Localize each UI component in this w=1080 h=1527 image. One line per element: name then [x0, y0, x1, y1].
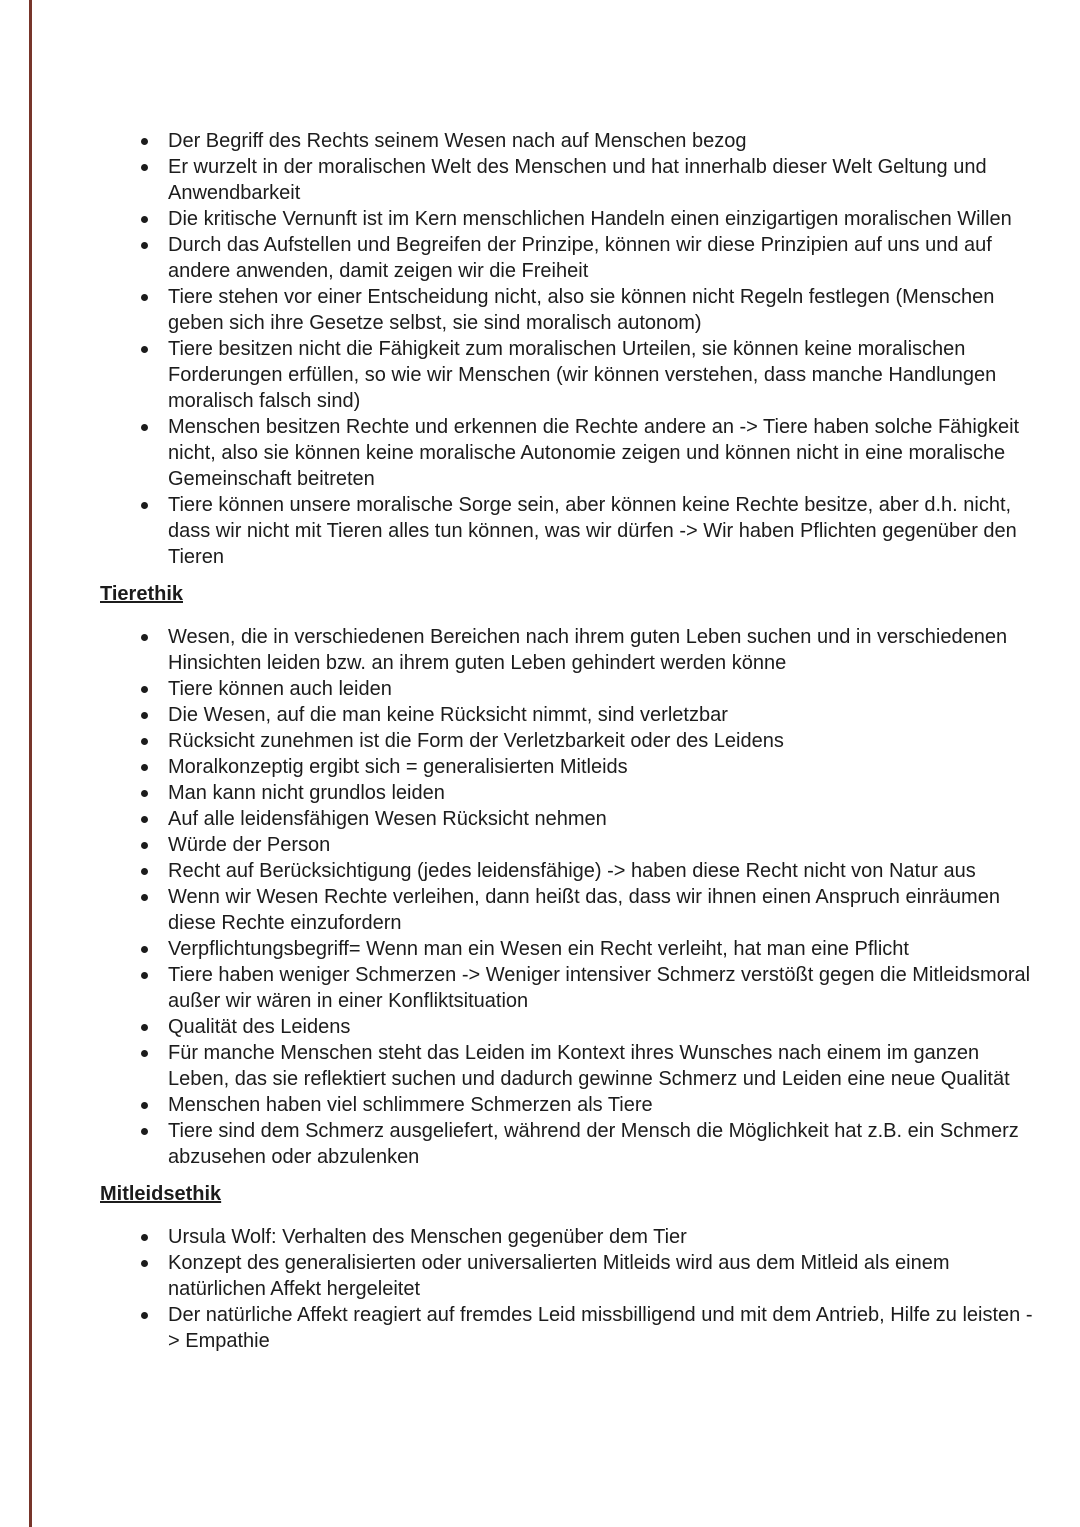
list-item: Konzept des generalisierten oder universalierten Mitleids wird aus dem Mitleid als einem natürlichen Affekt hergeleitet: [168, 1250, 1040, 1302]
list-item: Die Wesen, auf die man keine Rücksicht nimmt, sind verletzbar: [168, 702, 1040, 728]
list-item: Würde der Person: [168, 832, 1040, 858]
list-item: Recht auf Berücksichtigung (jedes leidensfähige) -> haben diese Recht nicht von Natur aus: [168, 858, 1040, 884]
list-item: Tiere stehen vor einer Entscheidung nicht, also sie können nicht Regeln festlegen (Menschen geben sich ihre Gesetze selbst, sie sind moralisch autonom): [168, 284, 1040, 336]
section-tierethik: [100, 582, 1040, 1170]
list-item: Tiere können unsere moralische Sorge sein, aber können keine Rechte besitze, aber d.h. nicht, dass wir nicht mit Tieren alles tun können, was wir dürfen -> Wir haben Pflichten gegenüber den Tieren: [168, 492, 1040, 570]
list-item: Er wurzelt in der moralischen Welt des Menschen und hat innerhalb dieser Welt Geltung und Anwendbarkeit: [168, 154, 1040, 206]
list-item: Man kann nicht grundlos leiden: [168, 780, 1040, 806]
section-rechte-des-menschen: [100, 128, 1040, 570]
list-item: Durch das Aufstellen und Begreifen der Prinzipe, können wir diese Prinzipien auf uns und auf andere anwenden, damit zeigen wir die Freiheit: [168, 232, 1040, 284]
list-item: Menschen haben viel schlimmere Schmerzen als Tiere: [168, 1092, 1040, 1118]
list-item: Wenn wir Wesen Rechte verleihen, dann heißt das, dass wir ihnen einen Anspruch einräumen diese Rechte einzufordern: [168, 884, 1040, 936]
section-mitleidsethik: [100, 1182, 1040, 1354]
section-heading-mitleidsethik: Mitleidsethik: [100, 1183, 222, 1205]
list-item: Auf alle leidensfähigen Wesen Rücksicht nehmen: [168, 806, 1040, 832]
list-item: Tiere haben weniger Schmerzen -> Weniger intensiver Schmerz verstößt gegen die Mitleidsmoral außer wir wären in einer Konfliktsituation: [168, 962, 1040, 1014]
list-item: Menschen besitzen Rechte und erkennen die Rechte andere an -> Tiere haben solche Fähigkeit nicht, also sie können keine moralische Autonomie zeigen und können nicht in eine moralische Gemeinschaft beitreten: [168, 414, 1040, 492]
bullet-list: [100, 624, 1040, 1170]
page-edge-line: [29, 0, 32, 1527]
list-item: Rücksicht zunehmen ist die Form der Verletzbarkeit oder des Leidens: [168, 728, 1040, 754]
bullet-list: [100, 1224, 1040, 1354]
list-item: Für manche Menschen steht das Leiden im Kontext ihres Wunsches nach einem im ganzen Leben, das sie reflektiert suchen und dadurch gewinne Schmerz und Leiden eine neue Qualität: [168, 1040, 1040, 1092]
list-item: Der natürliche Affekt reagiert auf fremdes Leid missbilligend und mit dem Antrieb, Hilfe zu leisten -> Empathie: [168, 1302, 1040, 1354]
section-heading-tierethik: Tierethik: [100, 583, 183, 605]
list-item: Moralkonzeptig ergibt sich = generalisierten Mitleids: [168, 754, 1040, 780]
list-item: Tiere sind dem Schmerz ausgeliefert, während der Mensch die Möglichkeit hat z.B. ein Schmerz abzusehen oder abzulenken: [168, 1118, 1040, 1170]
bullet-list: [100, 128, 1040, 570]
list-item: Qualität des Leidens: [168, 1014, 1040, 1040]
list-item: Tiere besitzen nicht die Fähigkeit zum moralischen Urteilen, sie können keine moralischen Forderungen erfüllen, so wie wir Menschen (wir können verstehen, dass manche Handlungen moralisch falsch sind): [168, 336, 1040, 414]
list-item: Verpflichtungsbegriff= Wenn man ein Wesen ein Recht verleiht, hat man eine Pflicht: [168, 936, 1040, 962]
list-item: Ursula Wolf: Verhalten des Menschen gegenüber dem Tier: [168, 1224, 1040, 1250]
list-item: Wesen, die in verschiedenen Bereichen nach ihrem guten Leben suchen und in verschiedenen Hinsichten leiden bzw. an ihrem guten Leben gehindert werden könne: [168, 624, 1040, 676]
list-item: Der Begriff des Rechts seinem Wesen nach auf Menschen bezog: [168, 128, 1040, 154]
list-item: Die kritische Vernunft ist im Kern menschlichen Handeln einen einzigartigen moralischen Willen: [168, 206, 1040, 232]
list-item: Tiere können auch leiden: [168, 676, 1040, 702]
